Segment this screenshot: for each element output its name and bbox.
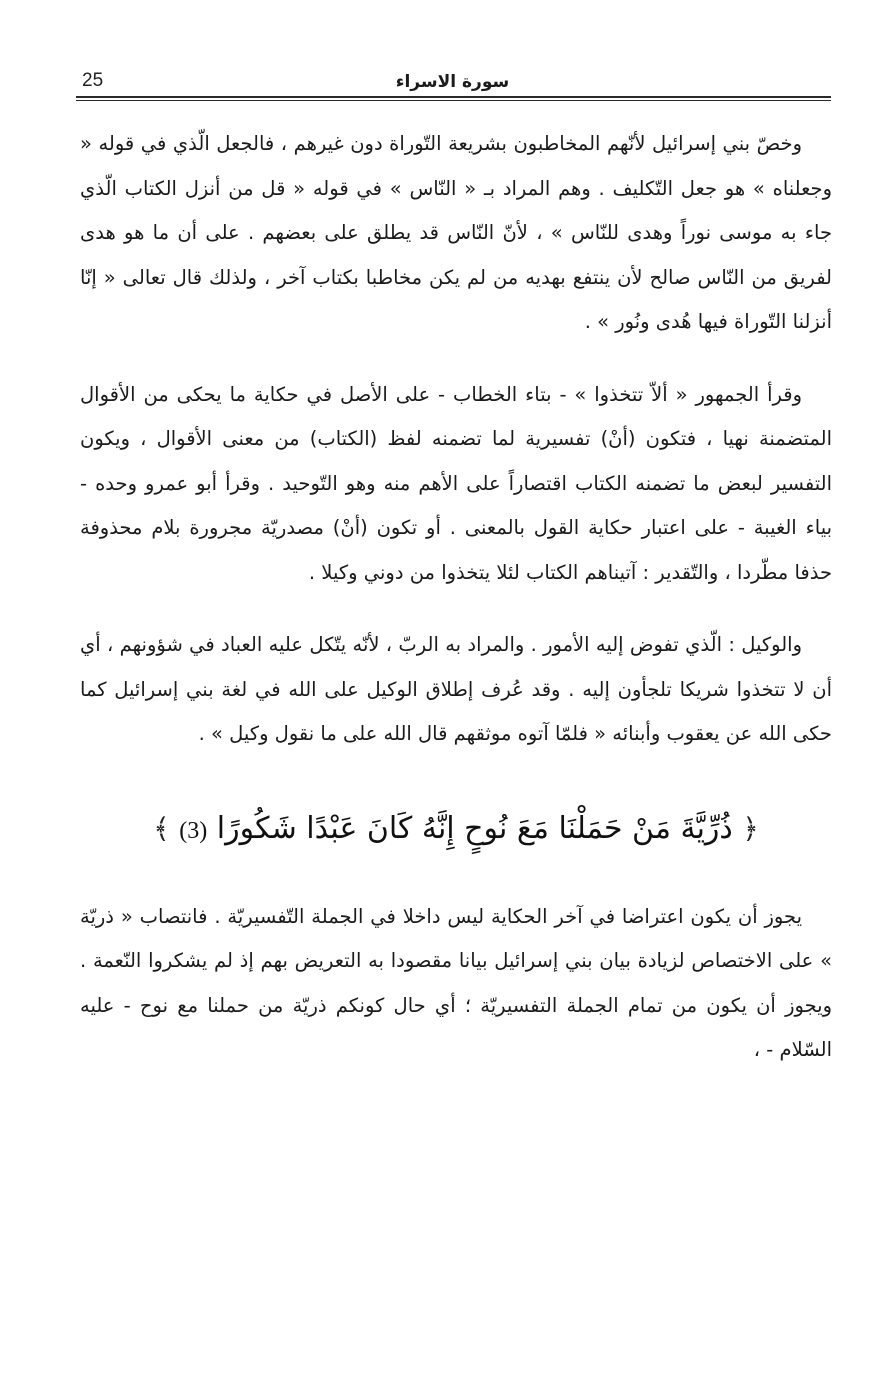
paragraph-1: وخصّ بني إسرائيل لأنّهم المخاطبون بشريعة التّوراة دون غيرهم ، فالجعل الّذي في قوله « وجعلناه » هو جعل التّكليف . وهم المراد بـ « النّاس » في قوله « قل من أنزل الكتاب الّذي جاء به موسى نوراً وهدى للنّاس » ، لأنّ النّاس قد يطلق على بعضهم . على أن ما هو هدى لفريق من النّاس صالح لأن ينتفع بهديه من لم يكن مخاطبا بكتاب آخر ، ولذلك قال تعالى « إنّا أنزلنا التّوراة فيها هُدى ونُور » . xyxy=(80,132,832,333)
verse-close-bracket: ﴾ xyxy=(153,811,170,845)
verse-open-bracket: ﴿ xyxy=(742,811,759,845)
quran-verse xyxy=(80,801,832,859)
paragraph-2: وقرأ الجمهور « ألاّ تتخذوا » - بتاء الخطاب - على الأصل في حكاية ما يحكى من الأقوال المتضمنة نهيا ، فتكون (أنْ) تفسيرية لما تضمنه لفظ (الكتاب) من معنى الأقوال ، ويكون التفسير لبعض ما تضمنه الكتاب اقتصاراً على الأهم منه وهو التّوحيد . وقرأ أبو عمرو وحده - بياء الغيبة - على اعتبار حكاية القول بالمعنى . أو تكون (أنْ) مصدريّة مجرورة بلام محذوفة حذفا مطّردا ، والتّقدير : آتيناهم الكتاب لئلا يتخذوا من دوني وكيلا . xyxy=(80,382,832,584)
surah-title: سورة الاسراء xyxy=(395,72,510,92)
page-number: 25 xyxy=(82,70,104,91)
header-rule-thin xyxy=(76,100,831,101)
page-body xyxy=(80,122,832,1073)
paragraph-4: يجوز أن يكون اعتراضا في آخر الحكاية ليس داخلا في الجملة التّفسيريّة . فانتصاب « ذريّة » على الاختصاص لزيادة بيان بني إسرائيل بيانا مقصودا به التعريض بهم إذ لم يشكروا النّعمة . ويجوز أن يكون من تمام الجملة التفسيريّة ؛ أي حال كونكم ذريّة من حملنا مع نوح - عليه السّلام - ، xyxy=(80,904,832,1061)
verse-text: ذُرِّيَّةَ مَنْ حَمَلْنَا مَعَ نُوحٍ إِنَّهُ كَانَ عَبْدًا شَكُورًا xyxy=(216,810,733,846)
header-rule xyxy=(76,96,831,98)
paragraph-3: والوكيل : الّذي تفوض إليه الأمور . والمراد به الربّ ، لأنّه يتّكل عليه العباد في شؤونهم ، أي أن لا تتخذوا شريكا تلجأون إليه . وقد عُرف إطلاق الوكيل على الله في لغة بني إسرائيل كما حكى الله عن يعقوب وأبنائه « فلمّا آتوه موثقهم قال الله على ما نقول وكيل » . xyxy=(80,633,832,745)
verse-number: (3) xyxy=(179,817,208,844)
